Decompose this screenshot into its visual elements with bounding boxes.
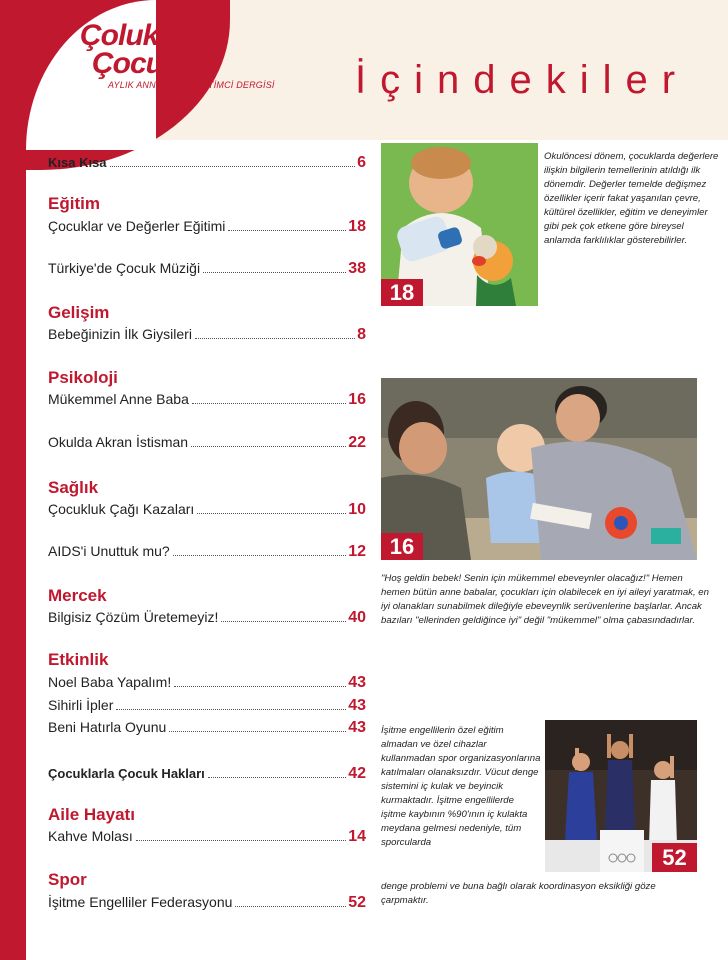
toc-page: 42	[348, 765, 366, 782]
toc-page: 12	[348, 543, 366, 560]
leader-dots	[174, 686, 346, 687]
toc-item[interactable]	[48, 719, 366, 737]
toc-page: 40	[348, 609, 366, 626]
toc-label: Mükemmel Anne Baba	[48, 391, 189, 407]
toc-page: 22	[348, 434, 366, 451]
caption-52-bottom: denge problemi ve buna bağlı olarak koordinasyon eksikliği göze çarpmaktır.	[381, 881, 656, 906]
toc-page: 8	[357, 326, 366, 343]
toc-label: AIDS'i Unuttuk mu?	[48, 543, 170, 559]
toc-page: 43	[348, 719, 366, 736]
leader-dots	[116, 709, 346, 710]
toc-item-kisa[interactable]	[48, 154, 366, 172]
section-etkinlik: Etkinlik	[48, 650, 109, 669]
leader-dots	[191, 446, 346, 447]
leader-dots	[221, 621, 346, 622]
section-saglik: Sağlık	[48, 478, 99, 497]
section-spor: Spor	[48, 870, 87, 889]
leader-dots	[235, 906, 346, 907]
section-psikoloji: Psikoloji	[48, 368, 118, 387]
leader-dots	[197, 513, 346, 514]
toc-label: Bilgisiz Çözüm Üretemeyiz!	[48, 609, 219, 625]
section-aile: Aile Hayatı	[48, 805, 135, 824]
leader-dots	[173, 555, 346, 556]
toc-item[interactable]	[48, 674, 366, 692]
leader-dots	[208, 777, 346, 778]
toc-label: Türkiye'de Çocuk Müziği	[48, 260, 201, 276]
toc-item[interactable]	[48, 697, 366, 715]
leader-dots	[192, 403, 346, 404]
toc-item[interactable]	[48, 501, 366, 519]
page-badge-16: 16	[381, 533, 423, 560]
page-title: İçindekiler	[355, 58, 690, 102]
leader-dots	[110, 166, 356, 167]
toc-page: 14	[348, 828, 366, 845]
leader-dots	[136, 840, 346, 841]
page-badge-52: 52	[652, 843, 697, 872]
toc-page: 10	[348, 501, 366, 518]
toc-page: 18	[348, 218, 366, 235]
toc-label: Çocuklarla Çocuk Hakları	[48, 766, 205, 781]
toc-item[interactable]	[48, 326, 366, 344]
toc-label: Çocukluk Çağı Kazaları	[48, 501, 195, 517]
leader-dots	[169, 731, 346, 732]
leader-dots	[228, 230, 346, 231]
magazine-logo	[80, 19, 275, 90]
toc-label: Bebeğinizin İlk Giysileri	[48, 326, 192, 342]
toc-item[interactable]	[48, 218, 366, 236]
toc-label: İşitme Engelliler Federasyonu	[48, 894, 233, 910]
photo-family-illustration	[381, 378, 697, 560]
photo-family	[381, 378, 697, 560]
toc-page: 43	[348, 674, 366, 691]
toc-item[interactable]	[48, 434, 366, 452]
toc-item[interactable]	[48, 543, 366, 561]
toc-item[interactable]	[48, 391, 366, 409]
toc-page: 38	[348, 260, 366, 277]
leader-dots	[195, 338, 355, 339]
toc-label: Noel Baba Yapalım!	[48, 674, 172, 690]
logo-tagline: AYLIK ANNE BABA EĞİTİMCİ DERGİSİ	[108, 80, 275, 90]
toc-item[interactable]	[48, 609, 366, 627]
logo-line2: Çocuk	[92, 47, 179, 80]
logo-line1: Çoluk	[80, 19, 159, 52]
toc-page: 16	[348, 391, 366, 408]
section-egitim: Eğitim	[48, 194, 100, 213]
toc-label: Kahve Molası	[48, 828, 133, 844]
toc-label: Okulda Akran İstisman	[48, 434, 189, 450]
leader-dots	[203, 272, 346, 273]
toc-page: 6	[357, 154, 366, 171]
caption-52-top: İşitme engellilerin özel eğitim almadan ve özel cihazlar kullanmadan spor organizasyonlarına katılmaları olanaksızdır. Vücut denge sistemini iç kulak ve beyincik kurmaktadır. İşitme engellilerde işitme kaybının %90'ının iç kulakta meydana gelmesi nedeniyle, tüm sporcularda	[381, 725, 541, 848]
toc-item[interactable]	[48, 260, 366, 278]
caption-16: "Hoş geldin bebek! Senin için mükemmel ebeveynler olacağız!" Hemen hemen bütün anne babalar, çocukları için olabilecek en iyi aileyi yaratmak, en iyi olanakları sunabilmek dileğiyle ebeveynlik serüvenlerine başlarlar. Ancak bazıları "ellerinden geldiğince iyi" değil "mükemmel" olma çabasındadırlar.	[381, 573, 709, 626]
page-badge-18: 18	[381, 279, 423, 306]
toc-label: Kısa Kısa	[48, 155, 107, 170]
toc-label: Çocuklar ve Değerler Eğitimi	[48, 218, 226, 234]
toc-label: Beni Hatırla Oyunu	[48, 719, 167, 735]
toc-page: 52	[348, 894, 366, 911]
section-mercek: Mercek	[48, 586, 107, 605]
caption-18: Okulöncesi dönem, çocuklarda değerlere ilişkin bilgilerin temellerinin atıldığı ilk dönemdir. Değerler temelde değişmez özellikler içerir fakat yaşanılan çevre, kültürel özellikler, eğitim ve deneyimler gibi pek çok etkene göre bireysel anlamda farklılıklar gösterebilirler.	[544, 151, 719, 246]
toc-page: 43	[348, 697, 366, 714]
section-gelisim: Gelişim	[48, 303, 110, 322]
toc-label: Sihirli İpler	[48, 697, 114, 713]
toc-item[interactable]	[48, 894, 366, 912]
toc-item[interactable]	[48, 828, 366, 846]
toc-item-haklar[interactable]	[48, 765, 366, 783]
